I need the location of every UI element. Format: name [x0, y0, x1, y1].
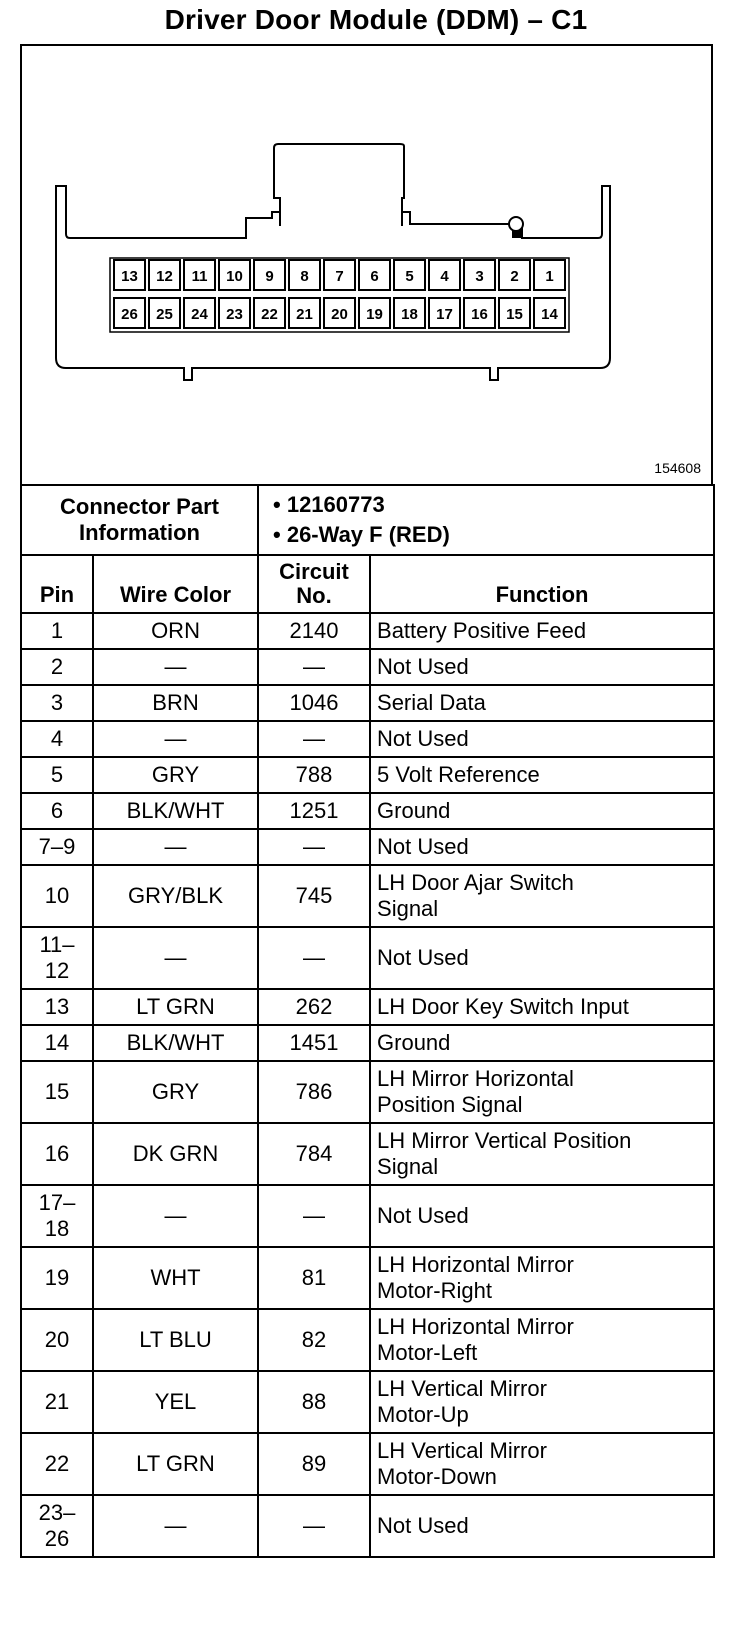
function-cell [370, 927, 714, 989]
function-text: Ground [377, 1030, 451, 1055]
pin-cell [21, 989, 93, 1025]
pin-number: 11– [39, 932, 75, 957]
circuit-number-cell: 2140 [258, 613, 370, 649]
pin-number: 13 [44, 994, 70, 1019]
function-text: LH Vertical Mirror [377, 1376, 547, 1401]
pin-number: 4 [50, 726, 64, 751]
circuit-number-cell: — [258, 1495, 370, 1557]
pin-number-label: 18 [401, 306, 418, 323]
pin-row [21, 613, 714, 649]
circuit-number-cell: 788 [258, 757, 370, 793]
function-cell [370, 685, 714, 721]
pin-row [21, 1025, 714, 1061]
pin-number: 17– [38, 1190, 76, 1215]
function-cell [370, 1433, 714, 1495]
pin-cell [21, 829, 93, 865]
pin-row [21, 1309, 714, 1371]
function-text: Position Signal [377, 1092, 523, 1117]
pin-number-label: 26 [121, 306, 138, 323]
function-text: Not Used [377, 1203, 469, 1228]
function-text: Battery Positive Feed [377, 618, 587, 643]
pin-cell [21, 649, 93, 685]
circuit-number-cell: 89 [258, 1433, 370, 1495]
wire-color-cell: GRY [93, 1061, 258, 1123]
wire-color-cell: LT BLU [93, 1309, 258, 1371]
function-text: Motor-Left [377, 1340, 478, 1365]
circuit-number-cell: 262 [258, 989, 370, 1025]
pin-number-label: 6 [370, 268, 379, 285]
wire-color-cell: — [93, 649, 258, 685]
function-text: Not Used [377, 726, 469, 751]
function-text: Motor-Right [377, 1278, 492, 1303]
function-text: LH Horizontal Mirror [377, 1252, 574, 1277]
function-text: Not Used [377, 1513, 469, 1538]
pin-row [21, 1495, 714, 1557]
pin-number: 19 [44, 1265, 70, 1290]
pin-number-label: 10 [226, 268, 243, 285]
pin-cell [21, 721, 93, 757]
header-circuit [258, 555, 370, 613]
pin-cell [21, 1309, 93, 1371]
function-cell [370, 1123, 714, 1185]
function-text: LH Door Key Switch Input [377, 994, 629, 1019]
header-function: Function [370, 555, 714, 613]
wire-color-cell: LT GRN [93, 989, 258, 1025]
pin-number-label: 19 [366, 306, 383, 323]
pin-number: 6 [50, 798, 64, 823]
function-cell [370, 1061, 714, 1123]
page-title: Driver Door Module (DDM) – C1 [164, 4, 588, 35]
wire-color-cell: — [93, 1185, 258, 1247]
wire-color-cell: GRY [93, 757, 258, 793]
pin-number-label: 13 [121, 268, 138, 285]
pin-row [21, 989, 714, 1025]
function-text: LH Mirror Horizontal [377, 1066, 574, 1091]
pin-number-label: 15 [506, 306, 523, 323]
pin-cell [21, 865, 93, 927]
pin-row [21, 927, 714, 989]
function-cell [370, 649, 714, 685]
wire-color-cell: — [93, 829, 258, 865]
info-label-line1: Connector Part [60, 494, 219, 519]
function-cell [370, 1025, 714, 1061]
pin-number: 20 [44, 1327, 70, 1352]
pinout-table [20, 484, 715, 1558]
pin-number-label: 23 [226, 306, 243, 323]
pin-number-label: 8 [300, 268, 309, 285]
pin-cell [21, 1061, 93, 1123]
pin-cell [21, 1495, 93, 1557]
pin-number-label: 25 [156, 306, 173, 323]
function-text: LH Horizontal Mirror [377, 1314, 574, 1339]
function-text: Signal [377, 1154, 439, 1179]
circuit-number-cell: 745 [258, 865, 370, 927]
pin-number-label: 7 [335, 268, 344, 285]
connector-face-drawing [22, 46, 711, 486]
pin-cell [21, 793, 93, 829]
wire-color-cell: — [93, 1495, 258, 1557]
pin-number: 15 [44, 1079, 70, 1104]
function-cell [370, 1371, 714, 1433]
circuit-number-cell: 82 [258, 1309, 370, 1371]
wire-color-cell: BLK/WHT [93, 1025, 258, 1061]
pin-number-label: 14 [541, 306, 558, 323]
latch-circle [509, 217, 523, 231]
pin-number: 10 [44, 883, 70, 908]
wire-color-cell: — [93, 721, 258, 757]
connector-info-values [258, 485, 714, 555]
function-text: Not Used [377, 654, 469, 679]
pin-number: 22 [44, 1451, 70, 1476]
pin-cell [21, 613, 93, 649]
pin-number: 2 [50, 654, 64, 679]
pin-row [21, 649, 714, 685]
circuit-number-cell: — [258, 927, 370, 989]
function-text: LH Vertical Mirror [377, 1438, 547, 1463]
pin-number-label: 12 [156, 268, 173, 285]
wire-color-cell: BLK/WHT [93, 793, 258, 829]
pin-cell [21, 1185, 93, 1247]
function-cell [370, 829, 714, 865]
pin-cell [21, 1433, 93, 1495]
circuit-number-cell: — [258, 649, 370, 685]
pin-number-label: 17 [436, 306, 453, 323]
wire-color-cell: YEL [93, 1371, 258, 1433]
pin-row [21, 685, 714, 721]
pin-number-label: 4 [440, 268, 449, 285]
pin-cell [21, 1123, 93, 1185]
pin-number: 3 [50, 690, 64, 715]
pin-cell [21, 1025, 93, 1061]
pin-number-label: 21 [296, 306, 313, 323]
circuit-number-cell: 786 [258, 1061, 370, 1123]
function-text: Not Used [377, 834, 469, 859]
pin-row [21, 829, 714, 865]
circuit-number-cell: 88 [258, 1371, 370, 1433]
pin-number-label: 22 [261, 306, 278, 323]
wire-color-cell: LT GRN [93, 1433, 258, 1495]
info-label-line2: Information [79, 520, 200, 545]
pin-row [21, 1433, 714, 1495]
header-row [21, 555, 714, 613]
circuit-number-cell: 784 [258, 1123, 370, 1185]
pin-row [21, 757, 714, 793]
connector-info-label [21, 485, 258, 555]
pin-row [21, 1247, 714, 1309]
pin-row [21, 865, 714, 927]
function-text: Ground [377, 798, 451, 823]
function-cell [370, 757, 714, 793]
function-text: LH Door Ajar Switch [377, 870, 574, 895]
header-pin: Pin [21, 555, 93, 613]
circuit-number-cell: 1451 [258, 1025, 370, 1061]
pin-number: 18 [44, 1216, 70, 1241]
function-cell [370, 1309, 714, 1371]
connector-description: • 26-Way F (RED) [273, 522, 450, 547]
function-cell [370, 613, 714, 649]
function-text: Motor-Up [377, 1402, 469, 1427]
pin-number: 21 [44, 1389, 70, 1414]
pin-number: 1 [50, 618, 64, 643]
pin-cell [21, 757, 93, 793]
connector-info-row [21, 485, 714, 555]
pin-row [21, 1185, 714, 1247]
function-cell [370, 1247, 714, 1309]
pin-cell [21, 1371, 93, 1433]
circuit-number-cell: 1046 [258, 685, 370, 721]
part-number: • 12160773 [273, 492, 385, 517]
header-circuit-line1: Circuit [279, 559, 349, 584]
pin-number-label: 9 [265, 268, 274, 285]
function-text: Signal [377, 896, 439, 921]
latch-block [512, 230, 522, 238]
function-cell [370, 721, 714, 757]
figure-id: 154608 [654, 460, 701, 476]
pin-number: 5 [50, 762, 64, 787]
pin-number-label: 2 [510, 268, 519, 285]
function-cell [370, 793, 714, 829]
pin-number: 12 [44, 958, 70, 983]
pin-cell [21, 927, 93, 989]
wire-color-cell: WHT [93, 1247, 258, 1309]
pin-cell [21, 1247, 93, 1309]
pin-row [21, 1371, 714, 1433]
pin-number-label: 3 [475, 268, 484, 285]
wire-color-cell: BRN [93, 685, 258, 721]
circuit-number-cell: — [258, 721, 370, 757]
circuit-number-cell: 1251 [258, 793, 370, 829]
wire-color-cell: GRY/BLK [93, 865, 258, 927]
function-cell [370, 1185, 714, 1247]
function-text: LH Mirror Vertical Position [377, 1128, 632, 1153]
circuit-number-cell: — [258, 1185, 370, 1247]
circuit-number-cell: — [258, 829, 370, 865]
pin-row [21, 793, 714, 829]
wire-color-cell: DK GRN [93, 1123, 258, 1185]
function-cell [370, 989, 714, 1025]
pin-number: 16 [44, 1141, 70, 1166]
pin-number-label: 24 [191, 306, 208, 323]
function-text: Motor-Down [377, 1464, 497, 1489]
pin-number-label: 11 [191, 268, 208, 285]
pin-row [21, 1123, 714, 1185]
function-text: Not Used [377, 945, 469, 970]
connector-diagram [20, 44, 713, 484]
pin-row [21, 1061, 714, 1123]
function-text: 5 Volt Reference [377, 762, 540, 787]
function-text: Serial Data [377, 690, 486, 715]
pin-number-label: 1 [545, 268, 554, 285]
header-wire-color: Wire Color [93, 555, 258, 613]
pin-number-label: 5 [405, 268, 414, 285]
pin-number: 14 [44, 1030, 70, 1055]
wire-color-cell: ORN [93, 613, 258, 649]
pin-number: 26 [44, 1526, 70, 1551]
wire-color-cell: — [93, 927, 258, 989]
pin-number: 7–9 [38, 834, 76, 859]
function-cell [370, 1495, 714, 1557]
circuit-number-cell: 81 [258, 1247, 370, 1309]
function-cell [370, 865, 714, 927]
pin-cell [21, 685, 93, 721]
pin-row [21, 721, 714, 757]
header-circuit-line2: No. [296, 583, 332, 608]
pin-number: 23– [38, 1500, 76, 1525]
pin-number-label: 16 [471, 306, 488, 323]
pin-number-label: 20 [331, 306, 348, 323]
